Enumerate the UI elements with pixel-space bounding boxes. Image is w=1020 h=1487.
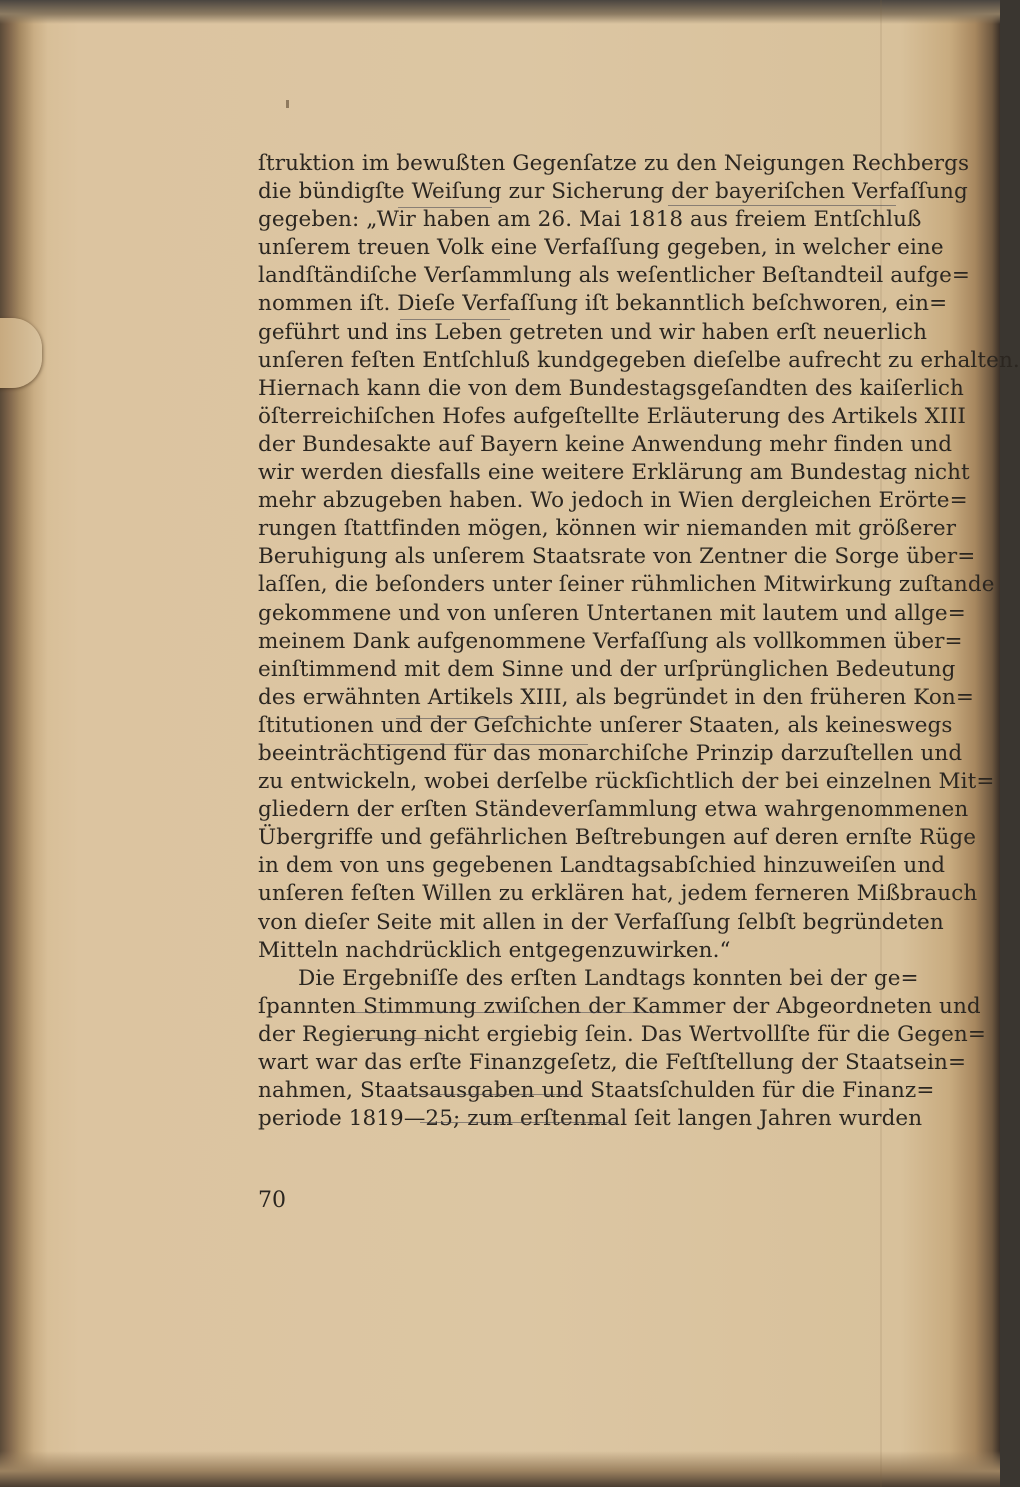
pencil-underline (368, 744, 588, 745)
pencil-underline (352, 1038, 470, 1039)
text-line: geführt und ins Leben getreten und wir haben erſt neuerlich (258, 319, 928, 345)
text-line: Die Ergebniſſe des erſten Landtags konnten bei der ge= (298, 965, 919, 991)
text-line: gegeben: „Wir haben am 26. Mai 1818 aus freiem Entſchluß (258, 207, 922, 233)
top-page-edge (0, 0, 1000, 24)
pencil-underline (420, 1122, 618, 1123)
pencil-underline (408, 1094, 580, 1095)
text-line: gliedern der erſten Ständeverſammlung etwa wahrgenommenen (258, 797, 969, 823)
text-line: Hiernach kann die von dem Bundestagsgeſandten des kaiſerlich (258, 375, 964, 401)
text-line: laſſen, die beſonders unter ſeiner rühmlichen Mitwirkung zuſtande (258, 572, 995, 598)
text-line: Beruhigung als unſerem Staatsrate von Zentner die Sorge über= (258, 544, 976, 570)
pencil-underline (400, 319, 510, 320)
text-line: ſtruktion im bewußten Gegenſatze zu den Neigungen Rechbergs (258, 151, 970, 176)
text-line: wir werden diesfalls eine weitere Erklärung am Bundestag nicht (258, 460, 970, 486)
text-line: meinem Dank aufgenommene Verfaſſung als vollkommen über= (258, 628, 963, 654)
pencil-underline (398, 207, 492, 208)
pencil-underline (396, 718, 542, 719)
text-line: die bündigſte Weiſung zur Sicherung der bayeriſchen Verfaſſung (258, 179, 968, 205)
text-line: ſtitutionen und der Geſchichte unſerer Staaten, als keineswegs (258, 712, 953, 738)
text-line: wart war das erſte Finanzgeſetz, die Feſtſtellung der Staatsein= (258, 1050, 967, 1075)
text-line: rungen ſtattfinden mögen, können wir niemanden mit größerer (258, 516, 957, 542)
text-line: des erwähnten Artikels XIII, als begründet in den früheren Kon= (258, 684, 974, 710)
text-line: periode 1819—25; zum erſtenmal ſeit langen Jahren wurden (258, 1106, 923, 1132)
text-line: einſtimmend mit dem Sinne und der urſprünglichen Bedeutung (258, 656, 956, 682)
text-line: von dieſer Seite mit allen in der Verfaſſung ſelbſt begründeten (258, 909, 944, 935)
text-line: der Bundesakte auf Bayern keine Anwendung mehr finden und (258, 431, 953, 457)
text-line: unſerem treuen Volk eine Verfaſſung gegeben, in welcher eine (258, 235, 944, 261)
text-line: Übergriffe und gefährlichen Beſtrebungen auf deren ernſte Rüge (258, 825, 977, 851)
text-line: in dem von uns gegebenen Landtagsabſchied hinzuweiſen und (258, 853, 946, 879)
text-line: beeinträchtigend für das monarchiſche Prinzip darzuſtellen und (258, 740, 963, 766)
text-line: zu entwickeln, wobei derſelbe rückſichtlich der bei einzelnen Mit= (258, 769, 995, 795)
text-line: Mitteln nachdrücklich entgegenzuwirken.“ (258, 937, 731, 963)
text-line: nommen iſt. Dieſe Verfaſſung iſt bekanntlich beſchworen, ein= (258, 291, 948, 317)
ink-speck (286, 100, 289, 108)
pencil-underline (356, 1012, 672, 1013)
text-line: ſpannten Stimmung zwiſchen der Kammer der Abgeordneten und (258, 993, 981, 1019)
text-line: der Regierung nicht ergiebig ſein. Das Wertvollſte für die Gegen= (258, 1021, 986, 1047)
text-line: mehr abzugeben haben. Wo jedoch in Wien dergleichen Erörte= (258, 488, 968, 514)
bottom-page-edge (0, 1451, 1000, 1487)
text-line: landſtändiſche Verſammlung als weſentlicher Beſtandteil aufge= (258, 263, 971, 289)
body-text (258, 150, 1020, 1133)
text-line: öſterreichiſchen Hofes aufgeſtellte Erläuterung des Artikels XIII (258, 403, 966, 429)
text-line: nahmen, Staatsausgaben und Staatsſchulden für die Finanz= (258, 1078, 935, 1104)
page-tab-marker (0, 318, 42, 388)
text-line: unſeren feſten Entſchluß kundgegeben dieſelbe aufrecht zu erhalten. (258, 347, 1020, 373)
page-number: 70 (258, 1188, 286, 1213)
pencil-underline (668, 205, 896, 206)
text-line: gekommene und von unſeren Untertanen mit lautem und allge= (258, 600, 966, 626)
text-line: unſeren feſten Willen zu erklären hat, jedem ferneren Mißbrauch (258, 881, 978, 907)
